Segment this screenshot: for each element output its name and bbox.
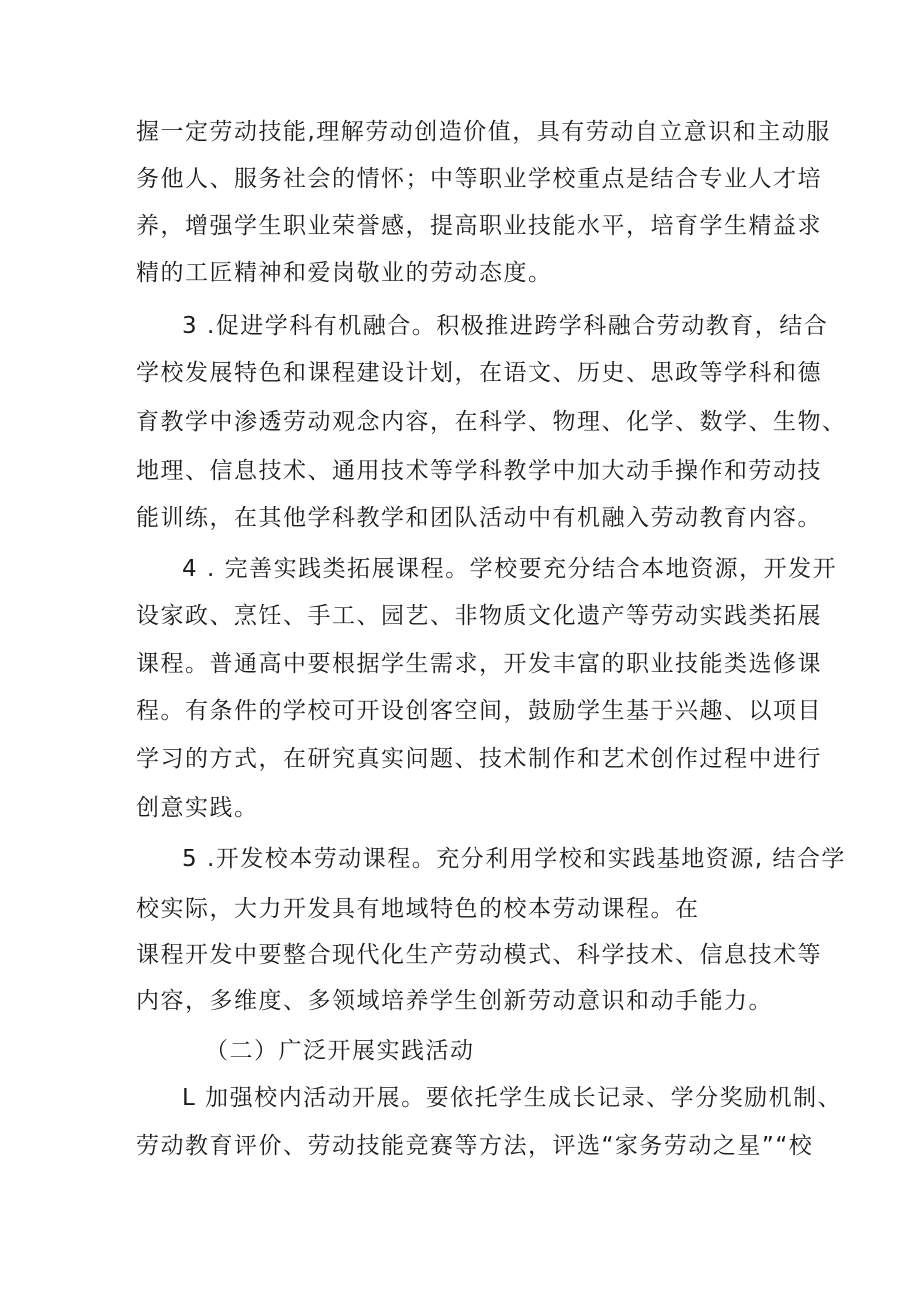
section-heading: （二）广泛开展实践活动 [205,1038,475,1064]
intro-line-3: 养，增强学生职业荣誉感，提高职业技能水平，培育学生精益求 [136,213,822,239]
item3-line-2: 学校发展特色和课程建设计划，在语文、历史、思政等学科和德 [136,360,822,386]
item4-line-1: 4 . 完善实践类拓展课程。学校要充分结合本地资源，开发开 [182,556,838,582]
item3-line-4: 地理、信息技术、通用技术等学科教学中加大动手操作和劳动技 [136,458,822,484]
item4-line-4: 程。有条件的学校可开设创客空间，鼓励学生基于兴趣、以项目 [136,698,822,724]
intro-line-2: 务他人、服务社会的情怀；中等职业学校重点是结合专业人才培 [136,166,822,192]
item5-line-3: 课程开发中要整合现代化生产劳动模式、科学技术、信息技术等 [136,942,822,968]
item3-line-1: 3 .促进学科有机融合。积极推进跨学科融合劳动教育，结合 [182,313,829,339]
item4-line-2: 设家政、烹饪、手工、园艺、非物质文化遗产等劳动实践类拓展 [136,603,822,629]
intro-line-1: 握一定劳动技能,理解劳动创造价值，具有劳动自立意识和主动服 [136,119,831,145]
item5-line-1: 5 .开发校本劳动课程。充分利用学校和实践基地资源, 结合学 [182,846,846,872]
section2-item1-line-1: L 加强校内活动开展。要依托学生成长记录、学分奖励机制、 [182,1085,843,1111]
item4-line-6: 创意实践。 [136,795,259,821]
item4-line-5: 学习的方式，在研究真实问题、技术制作和艺术创作过程中进行 [136,746,822,772]
item3-line-5: 能训练，在其他学科教学和团队活动中有机融入劳动教育内容。 [136,505,822,531]
item5-line-4: 内容，多维度、多领域培养学生创新劳动意识和动手能力。 [136,988,773,1014]
item3-line-3: 育教学中渗透劳动观念内容，在科学、物理、化学、数学、生物、 [136,409,847,435]
item4-line-3: 课程。普通高中要根据学生需求，开发丰富的职业技能类选修课 [136,651,822,677]
intro-line-4: 精的工匠精神和爱岗敬业的劳动态度。 [136,260,553,286]
section2-item1-line-2: 劳动教育评价、劳动技能竞赛等方法，评选“家务劳动之星”“校 [136,1133,814,1159]
item5-line-2: 校实际，大力开发具有地域特色的校本劳动课程。在 [136,896,700,922]
